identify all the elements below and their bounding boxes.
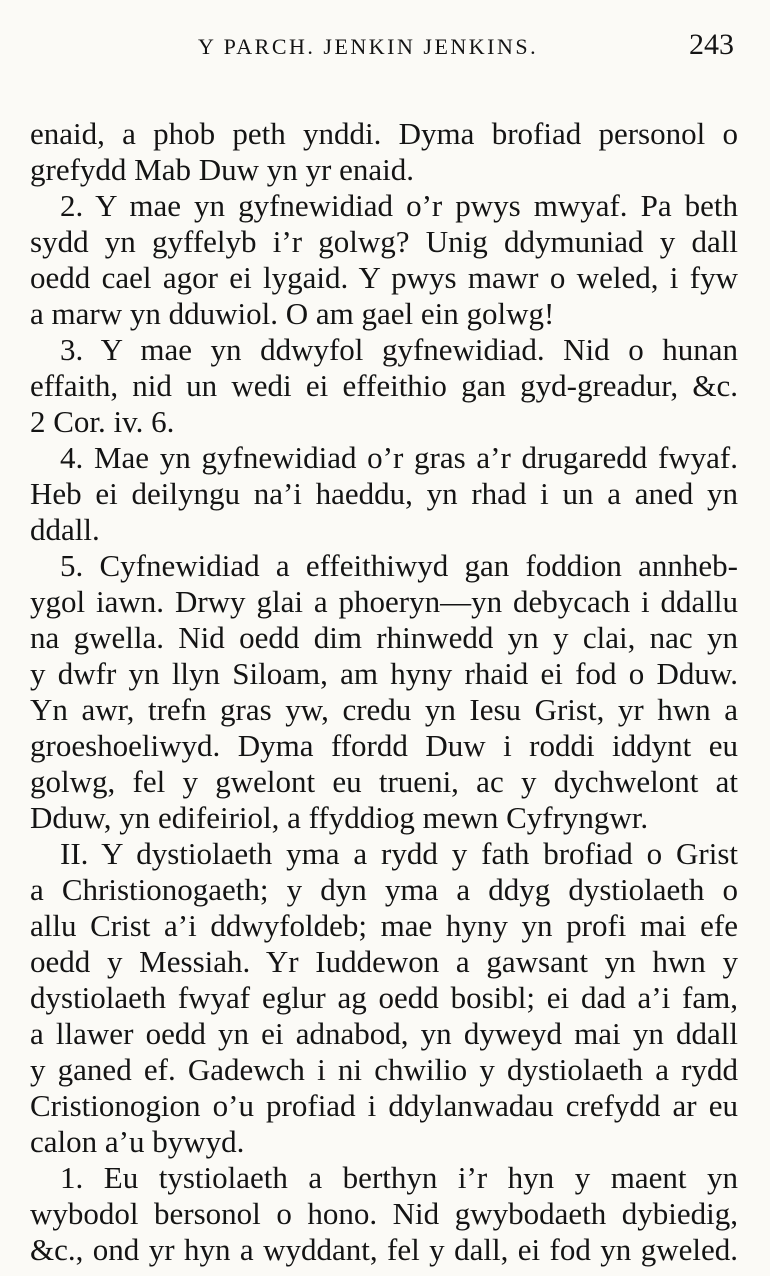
text-line: 1. Eu tystiolaeth a berthyn i’r hyn y maent yn — [60, 1160, 738, 1195]
body-text — [30, 116, 738, 1268]
page-header — [30, 30, 738, 68]
text-line: allu Crist a’i ddwyfoldeb; mae hyny yn profi mai efe — [30, 908, 738, 943]
text-line: golwg, fel y gwelont eu trueni, ac y dychwelont at — [30, 764, 738, 799]
page-number: 243 — [689, 28, 734, 61]
text-line: enaid, a phob peth ynddi. Dyma brofiad personol o — [30, 116, 738, 151]
text-line: &c., ond yr hyn a wyddant, fel y dall, ei fod yn gweled. — [30, 1232, 738, 1267]
text-line: groeshoeliwyd. Dyma ffordd Duw i roddi iddynt eu — [30, 728, 738, 763]
running-title: Y PARCH. JENKIN JENKINS. — [198, 34, 539, 59]
text-line: y dwfr yn llyn Siloam, am hyny rhaid ei fod o Dduw. — [30, 656, 738, 691]
text-line: ddall. — [30, 512, 100, 547]
text-line: Yn awr, trefn gras yw, credu yn Iesu Grist, yr hwn a — [30, 692, 738, 727]
text-line: 2 Cor. iv. 6. — [30, 404, 175, 439]
text-line: na gwella. Nid oedd dim rhinwedd yn y clai, nac yn — [30, 620, 738, 655]
text-line: Dduw, yn edifeiriol, a ffyddiog mewn Cyfryngwr. — [30, 800, 649, 835]
text-line: 4. Mae yn gyfnewidiad o’r gras a’r drugaredd fwyaf. — [60, 440, 738, 475]
text-line: 2. Y mae yn gyfnewidiad o’r pwys mwyaf. Pa beth — [60, 188, 738, 223]
text-line: 5. Cyfnewidiad a effeithiwyd gan foddion annheb- — [60, 548, 738, 583]
text-line: sydd yn gyffelyb i’r golwg? Unig ddymuniad y dall — [30, 224, 738, 259]
text-line: Cristionogion o’u profiad i ddylanwadau crefydd ar eu — [30, 1088, 738, 1123]
text-line: oedd y Messiah. Yr Iuddewon a gawsant yn hwn y — [30, 944, 738, 979]
text-line: wybodol bersonol o hono. Nid gwybodaeth dybiedig, — [30, 1196, 738, 1231]
text-line: dystiolaeth fwyaf eglur ag oedd bosibl; ei dad a’i fam, — [30, 980, 738, 1015]
text-line: ygol iawn. Drwy glai a phoeryn—yn debycach i ddallu — [30, 584, 738, 619]
text-line: grefydd Mab Duw yn yr enaid. — [30, 152, 414, 187]
text-line: effaith, nid un wedi ei effeithio gan gyd-greadur, &c. — [30, 368, 738, 403]
text-line: a marw yn dduwiol. O am gael ein golwg! — [30, 296, 555, 331]
text-line: a llawer oedd yn ei adnabod, yn dyweyd mai yn ddall — [30, 1016, 738, 1051]
text-line: II. Y dystiolaeth yma a rydd y fath brofiad o Grist — [60, 836, 738, 871]
text-line: y ganed ef. Gadewch i ni chwilio y dystiolaeth a rydd — [30, 1052, 738, 1087]
text-line: Heb ei deilyngu na’i haeddu, yn rhad i un a aned yn — [30, 476, 738, 511]
text-line: oedd cael agor ei lygaid. Y pwys mawr o weled, i fyw — [30, 260, 738, 295]
text-line: calon a’u bywyd. — [30, 1124, 245, 1159]
text-line: 3. Y mae yn ddwyfol gyfnewidiad. Nid o hunan — [60, 332, 738, 367]
text-line: a Christionogaeth; y dyn yma a ddyg dystiolaeth o — [30, 872, 738, 907]
